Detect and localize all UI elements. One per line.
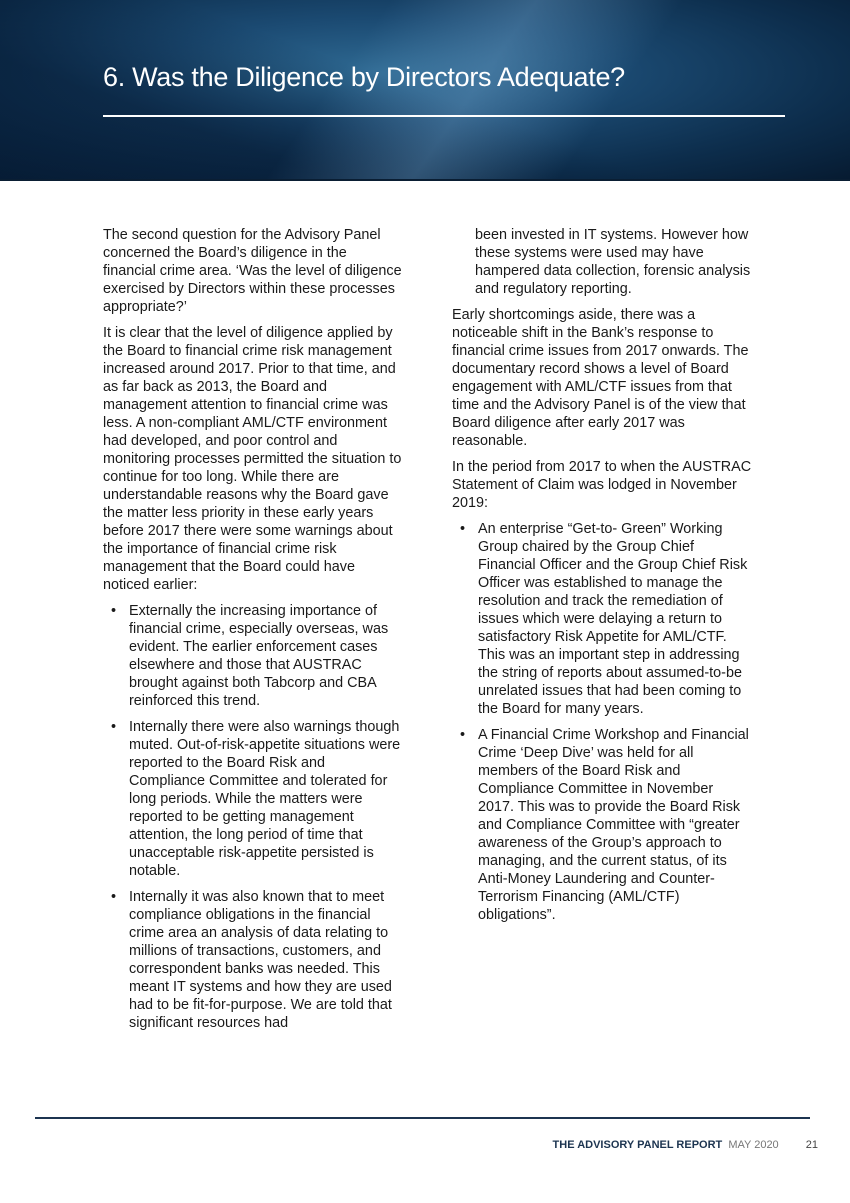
bullet-icon: • xyxy=(460,521,466,537)
paragraph: The second question for the Advisory Panel concerned the Board’s diligence in the financial crime area. ‘Was the level of diligence exercised by Directors within these processes appropriate?’ xyxy=(103,227,402,315)
report-name: THE ADVISORY PANEL REPORT xyxy=(552,1139,723,1151)
header-banner xyxy=(0,0,850,181)
list-item xyxy=(452,520,752,718)
left-column xyxy=(103,226,403,1040)
right-column xyxy=(452,226,752,932)
bullet-continuation: been invested in IT systems. However how these systems were used may have hampered data collection, forensic analysis and regulatory reporting. xyxy=(475,227,751,297)
bullet-icon: • xyxy=(111,719,117,735)
list-item xyxy=(452,726,752,924)
paragraph: It is clear that the level of diligence applied by the Board to financial crime risk management increased around 2017. Prior to that time, and as far back as 2013, the Board and management attention to financial crime was less. A non-compliant AML/CTF environment had developed, and poor control and monitoring processes permitted the situation to continue for too long. While there are understandable reasons why the Board gave the matter less priority in these early years before 2017 there were some warnings about the importance of financial crime risk management that the Board could have noticed earlier: xyxy=(103,325,402,593)
page-number: 21 xyxy=(805,1139,818,1151)
report-date: MAY 2020 xyxy=(728,1139,779,1151)
list-item-text: Internally it was also known that to meet compliance obligations in the financial crime area an analysis of data relating to millions of transactions, customers, and correspondent banks was needed. This meant IT systems and how they are used had to be fit-for-purpose. We are told that significant resources had xyxy=(129,889,392,1031)
list-item-text: Externally the increasing importance of financial crime, especially overseas, was evident. The earlier enforcement cases elsewhere and those that AUSTRAC brought against both Tabcorp and CBA reinforced this trend. xyxy=(129,603,389,709)
paragraph: Early shortcomings aside, there was a noticeable shift in the Bank’s response to financial crime issues from 2017 onwards. The documentary record shows a level of Board engagement with AML/CTF issues from that time and the Advisory Panel is of the view that Board diligence after early 2017 was reasonable. xyxy=(452,307,749,449)
list-item xyxy=(103,888,403,1032)
page-footer xyxy=(553,1139,818,1151)
page-title: 6. Was the Diligence by Directors Adequate? xyxy=(103,62,625,92)
bullet-icon: • xyxy=(111,889,117,905)
list-item xyxy=(103,602,403,710)
bullet-list xyxy=(103,602,403,1032)
list-item-text: Internally there were also warnings though muted. Out-of-risk-appetite situations were reported to the Board Risk and Compliance Committee and tolerated for long periods. While the matters were reported to be getting management attention, the long period of time that unacceptable risk-appetite persisted is notable. xyxy=(129,719,401,879)
list-item-text: A Financial Crime Workshop and Financial Crime ‘Deep Dive’ was held for all members of the Board Risk and Compliance Committee in November 2017. This was to provide the Board Risk and Compliance Committee with “greater awareness of the Group’s approach to managing, and the current status, of its Anti-Money Laundering and Counter-Terrorism Financing (AML/CTF) obligations”. xyxy=(478,727,749,923)
bullet-list xyxy=(452,520,752,924)
title-divider xyxy=(103,115,785,117)
list-item xyxy=(103,718,403,880)
footer-divider xyxy=(35,1117,810,1119)
list-item-text: An enterprise “Get-to- Green” Working Group chaired by the Group Chief Financial Officer and the Group Chief Risk Officer was established to manage the resolution and track the remediation of issues which were delaying a return to satisfactory Risk Appetite for AML/CTF. This was an important step in addressing the string of reports about assumed-to-be unrelated issues that had been coming to the Board for many years. xyxy=(478,521,748,717)
paragraph: In the period from 2017 to when the AUSTRAC Statement of Claim was lodged in November 2019: xyxy=(452,459,752,511)
bullet-icon: • xyxy=(460,727,466,743)
bullet-icon: • xyxy=(111,603,117,619)
